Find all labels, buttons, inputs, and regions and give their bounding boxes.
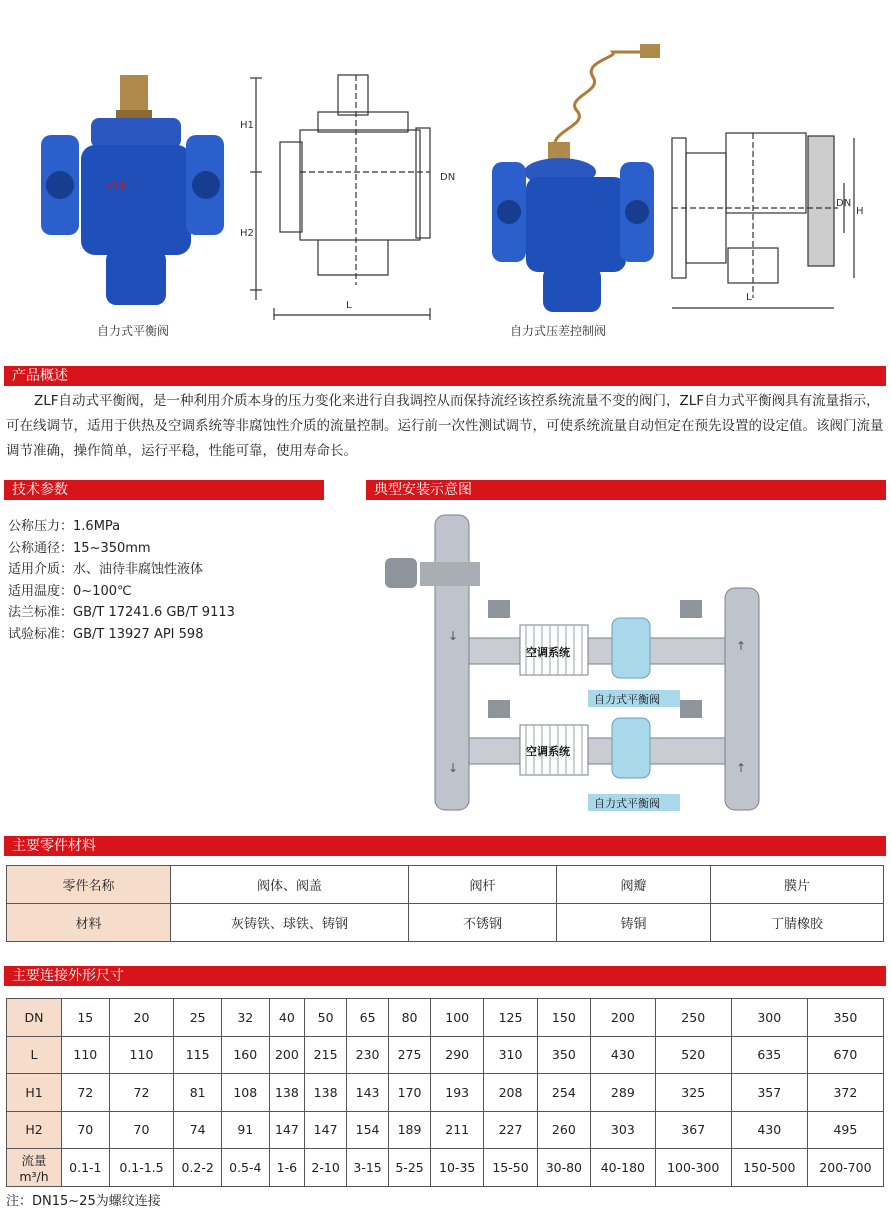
svg-text:↑: ↑ (736, 639, 747, 653)
param-row: 公称通径：15~350mm (8, 540, 151, 556)
table-cell: 200 (591, 999, 656, 1037)
table-cell: 40 (269, 999, 305, 1037)
table-cell: 0.1-1.5 (109, 1149, 174, 1187)
table-cell: 100 (431, 999, 484, 1037)
pressure-control-valve-drawing (668, 128, 868, 318)
table-cell: 300 (731, 999, 807, 1037)
param-row: 适用温度：0~100℃ (8, 583, 132, 599)
right-dn-label: DN (836, 198, 852, 209)
svg-text:↓: ↓ (448, 761, 459, 775)
table-cell: 350 (807, 999, 883, 1037)
dimensions-table (6, 998, 884, 1187)
table-cell: 65 (347, 999, 389, 1037)
table-cell: 1-6 (269, 1149, 305, 1187)
table-cell: L (7, 1036, 62, 1074)
table-cell: 3-15 (347, 1149, 389, 1187)
table-cell: 189 (389, 1111, 431, 1149)
install-section-header (366, 480, 886, 500)
system-label-top: 空调系统 (526, 646, 570, 659)
valve-marking: ZLF (106, 179, 128, 193)
table-cell: 阀体、阀盖 (171, 866, 409, 904)
right-valve-caption: 自力式压差控制阀 (510, 324, 607, 338)
table-cell: 250 (655, 999, 731, 1037)
table-cell: 15 (62, 999, 110, 1037)
table-cell: 70 (109, 1111, 174, 1149)
table-cell: 91 (221, 1111, 269, 1149)
table-cell: 143 (347, 1074, 389, 1112)
materials-title: 主要零件材料 (12, 838, 96, 854)
table-cell: 70 (62, 1111, 110, 1149)
table-cell: 275 (389, 1036, 431, 1074)
valve-label-bottom: 自力式平衡阀 (594, 797, 660, 810)
table-cell: 灰铸铁、球铁、铸钢 (171, 904, 409, 942)
table-cell: 108 (221, 1074, 269, 1112)
table-cell: 110 (62, 1036, 110, 1074)
dn-label: DN (440, 172, 456, 183)
table-cell: H1 (7, 1074, 62, 1112)
table-cell: 289 (591, 1074, 656, 1112)
table-cell: 80 (389, 999, 431, 1037)
table-cell: 495 (807, 1111, 883, 1149)
table-cell: 50 (305, 999, 347, 1037)
l-label: L (346, 300, 352, 311)
param-row: 公称压力：1.6MPa (8, 519, 121, 534)
table-cell: 310 (484, 1036, 537, 1074)
h-label: H (856, 206, 864, 217)
table-cell: 200 (269, 1036, 305, 1074)
table-cell: 211 (431, 1111, 484, 1149)
table-cell: 154 (347, 1111, 389, 1149)
valve-label-top: 自力式平衡阀 (594, 693, 660, 706)
pressure-control-valve-photo (488, 42, 663, 317)
table-row (7, 1074, 884, 1112)
h2-label: H2 (240, 228, 254, 239)
tech-section-header (4, 480, 324, 500)
table-cell: 357 (731, 1074, 807, 1112)
table-cell: 635 (731, 1036, 807, 1074)
table-cell: 254 (537, 1074, 590, 1112)
param-row: 试验标准：GB/T 13927 API 598 (8, 626, 204, 642)
table-cell: 367 (655, 1111, 731, 1149)
table-row (7, 904, 884, 942)
table-cell: 0.2-2 (174, 1149, 222, 1187)
table-cell: 110 (109, 1036, 174, 1074)
table-cell: 303 (591, 1111, 656, 1149)
table-cell: 670 (807, 1036, 883, 1074)
overview-section-header (4, 366, 886, 386)
table-cell: 193 (431, 1074, 484, 1112)
table-cell: 30-80 (537, 1149, 590, 1187)
table-cell: 208 (484, 1074, 537, 1112)
table-cell: DN (7, 999, 62, 1037)
table-cell: 115 (174, 1036, 222, 1074)
param-row: 适用介质：水、油待非腐蚀性液体 (8, 562, 204, 577)
table-row (7, 866, 884, 904)
table-cell: 160 (221, 1036, 269, 1074)
dimensions-section-header (4, 966, 886, 986)
table-cell: H2 (7, 1111, 62, 1149)
table-cell: 520 (655, 1036, 731, 1074)
install-title: 典型安装示意图 (374, 482, 472, 498)
table-cell: 流量m³/h (7, 1149, 62, 1187)
table-cell: 215 (305, 1036, 347, 1074)
system-label-bottom: 空调系统 (526, 745, 570, 758)
table-cell: 230 (347, 1036, 389, 1074)
table-cell: 260 (537, 1111, 590, 1149)
tech-title: 技术参数 (12, 482, 68, 498)
balance-valve-photo (36, 70, 241, 310)
table-cell: 40-180 (591, 1149, 656, 1187)
table-cell: 阀瓣 (557, 866, 711, 904)
table-row (7, 1149, 884, 1187)
table-cell: 430 (731, 1111, 807, 1149)
table-cell: 150-500 (731, 1149, 807, 1187)
table-cell: 0.1-1 (62, 1149, 110, 1187)
table-cell: 138 (305, 1074, 347, 1112)
left-valve-caption: 自力式平衡阀 (97, 324, 170, 338)
tech-params-list (8, 516, 235, 645)
table-cell: 丁腈橡胶 (711, 904, 884, 942)
table-cell: 147 (269, 1111, 305, 1149)
table-cell: 材料 (7, 904, 171, 942)
table-cell: 125 (484, 999, 537, 1037)
table-cell: 200-700 (807, 1149, 883, 1187)
balance-valve-drawing (238, 70, 438, 320)
table-cell: 15-50 (484, 1149, 537, 1187)
table-cell: 32 (221, 999, 269, 1037)
overview-text: ZLF自动式平衡阀，是一种利用介质本身的压力变化来进行自我调控从而保持流经该控系统流量不变的阀门，ZLF自力式平衡阀具有流量指示，可在线调节，适用于供热及空调系统等非腐蚀性介质的流量控制。运行前一次性测试调节，可使系统流量自动恒定在预先设置的设定值。该阀门流量调节准确，操作简单，运行平稳，性能可靠，使用寿命长。 (6, 393, 884, 459)
dimensions-title: 主要连接外形尺寸 (12, 968, 124, 984)
table-cell: 74 (174, 1111, 222, 1149)
table-cell: 72 (109, 1074, 174, 1112)
footnote: 注：DN15~25为螺纹连接 (6, 1194, 161, 1209)
table-cell: 72 (62, 1074, 110, 1112)
table-cell: 20 (109, 999, 174, 1037)
materials-section-header (4, 836, 886, 856)
materials-table (6, 865, 884, 942)
table-cell: 2-10 (305, 1149, 347, 1187)
overview-title: 产品概述 (12, 368, 68, 384)
table-row (7, 1111, 884, 1149)
svg-text:↑: ↑ (736, 761, 747, 775)
table-cell: 25 (174, 999, 222, 1037)
table-cell: 阀杆 (409, 866, 557, 904)
table-cell: 325 (655, 1074, 731, 1112)
table-row (7, 999, 884, 1037)
table-cell: 5-25 (389, 1149, 431, 1187)
table-cell: 147 (305, 1111, 347, 1149)
table-cell: 372 (807, 1074, 883, 1112)
install-diagram (380, 510, 780, 815)
table-cell: 150 (537, 999, 590, 1037)
table-cell: 不锈钢 (409, 904, 557, 942)
table-cell: 170 (389, 1074, 431, 1112)
table-cell: 290 (431, 1036, 484, 1074)
table-cell: 350 (537, 1036, 590, 1074)
table-cell: 膜片 (711, 866, 884, 904)
table-row (7, 1036, 884, 1074)
svg-text:↓: ↓ (448, 629, 459, 643)
table-cell: 零件名称 (7, 866, 171, 904)
h1-label: H1 (240, 120, 254, 131)
param-row: 法兰标准：GB/T 17241.6 GB/T 9113 (8, 605, 235, 620)
table-cell: 138 (269, 1074, 305, 1112)
table-cell: 10-35 (431, 1149, 484, 1187)
table-cell: 100-300 (655, 1149, 731, 1187)
table-cell: 铸铜 (557, 904, 711, 942)
table-cell: 0.5-4 (221, 1149, 269, 1187)
table-cell: 227 (484, 1111, 537, 1149)
table-cell: 81 (174, 1074, 222, 1112)
table-cell: 430 (591, 1036, 656, 1074)
right-l-label: L (746, 292, 752, 303)
